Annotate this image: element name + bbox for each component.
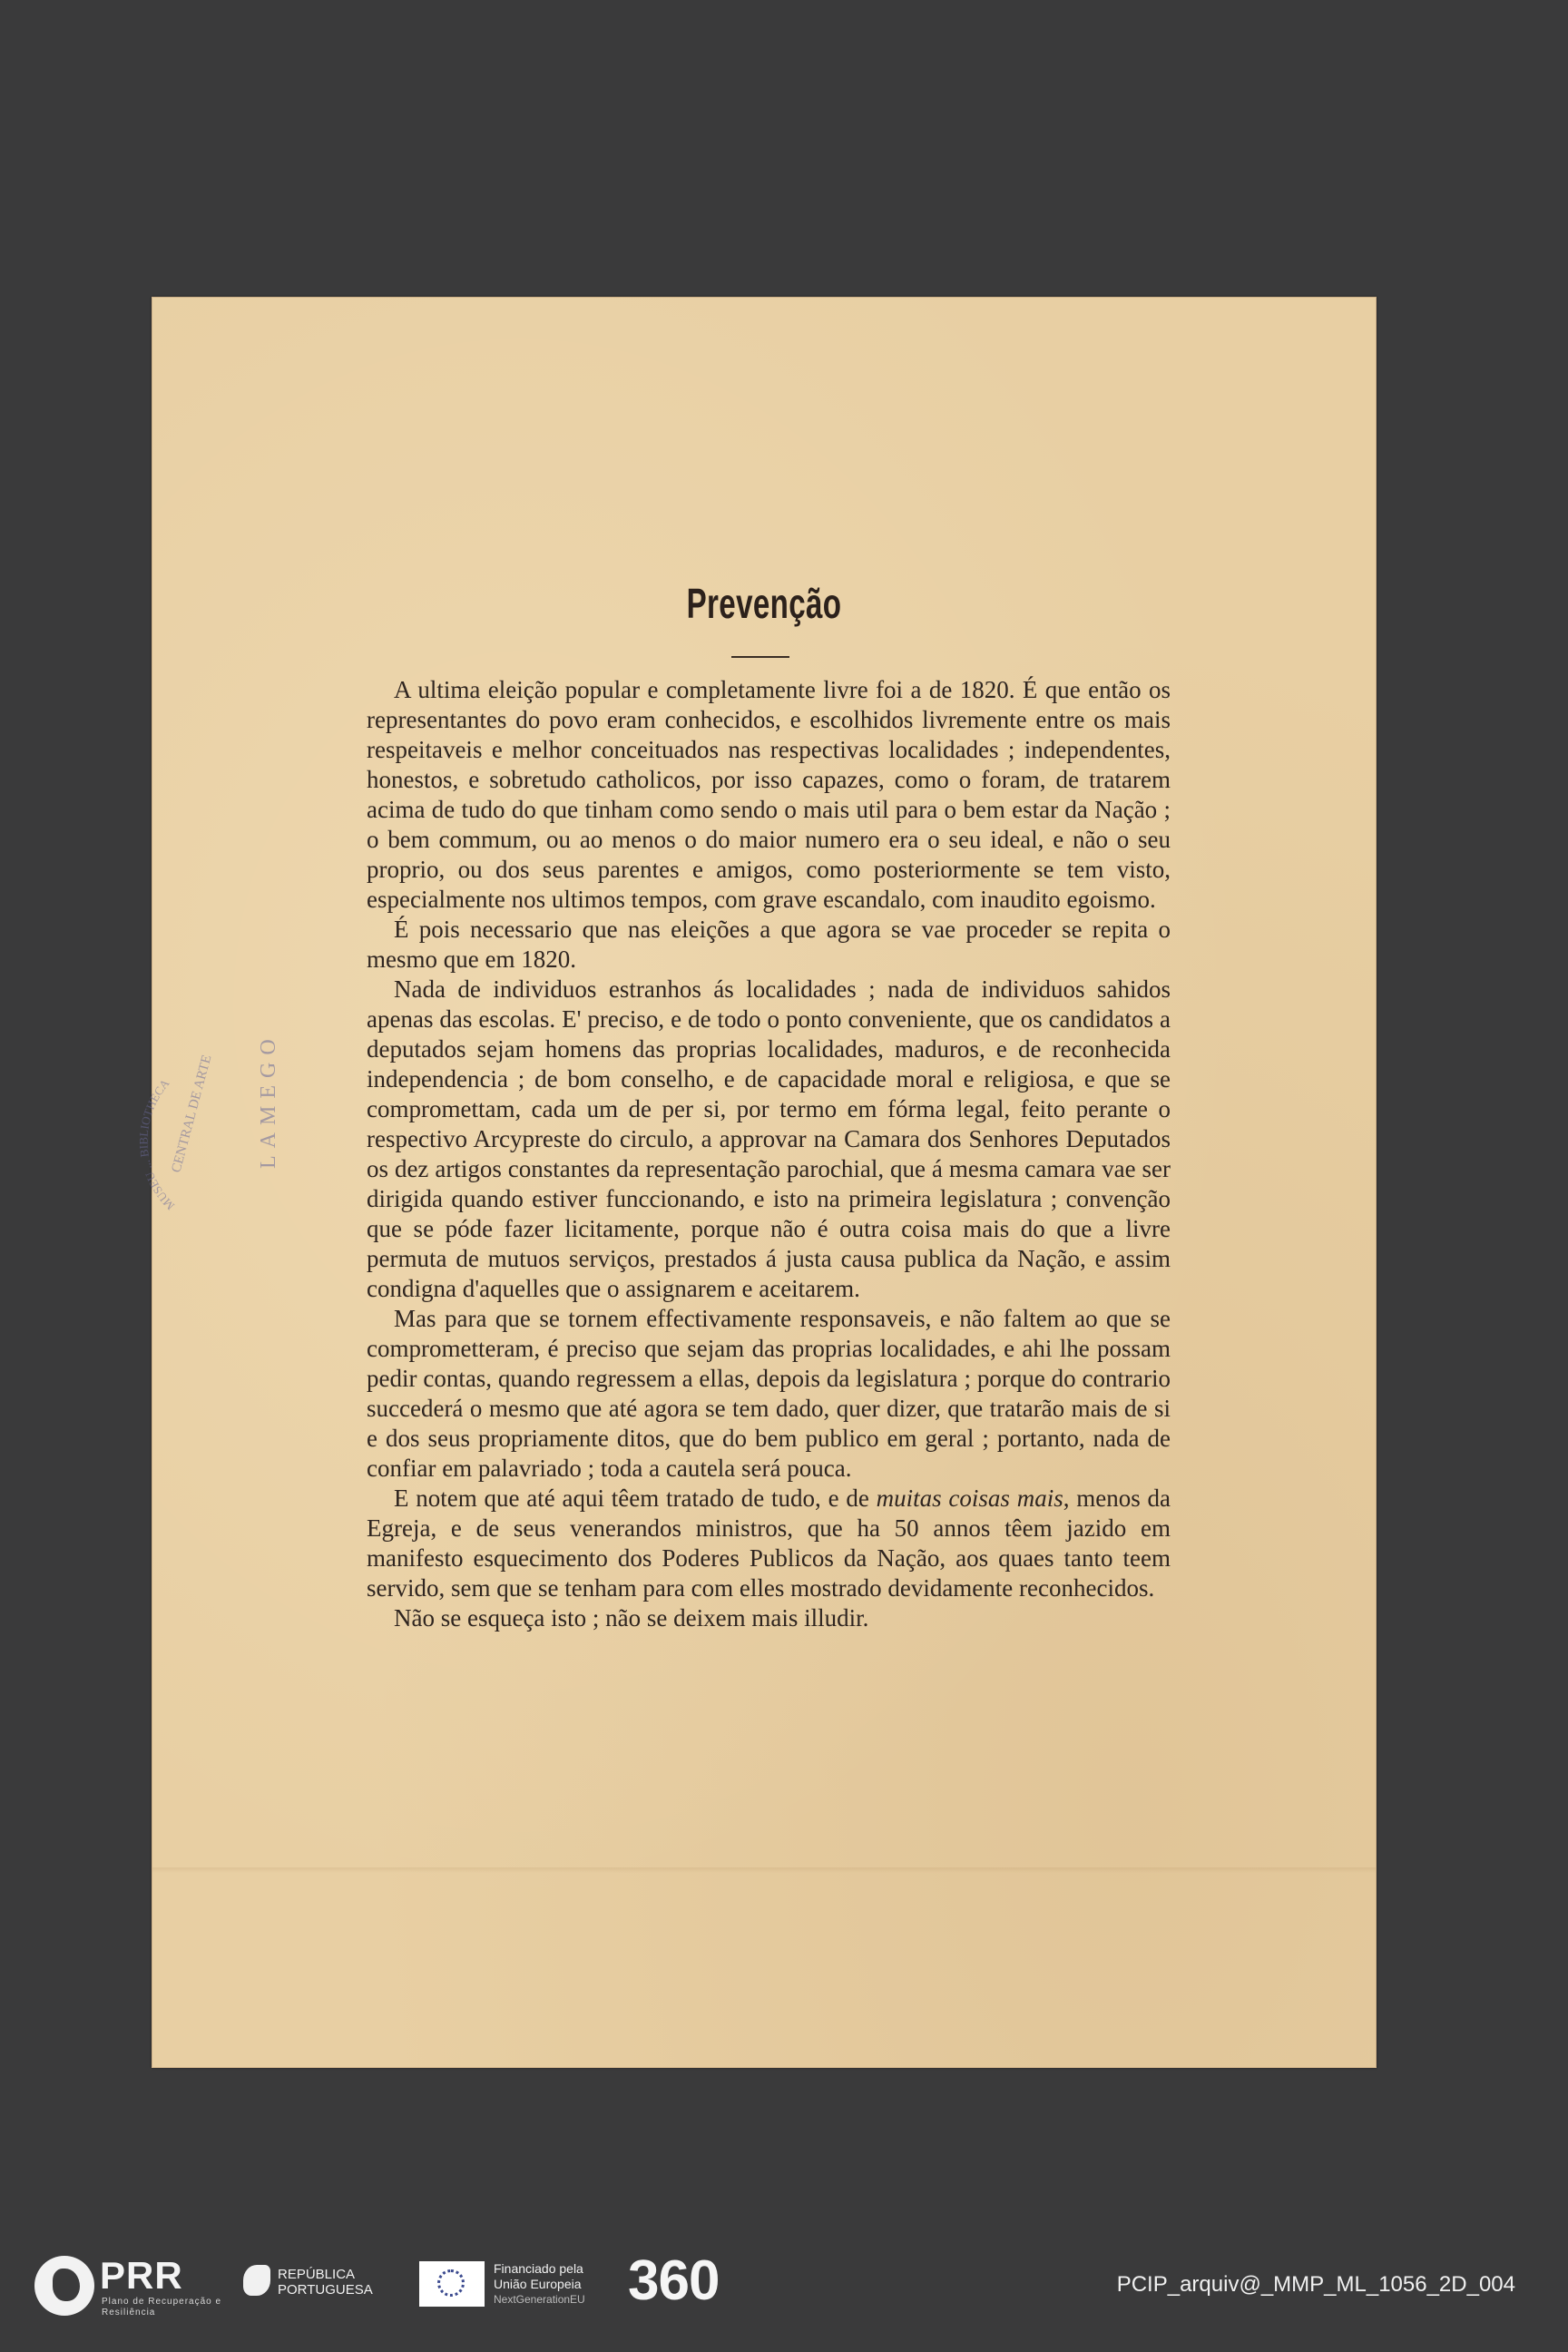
- prr-logo: [34, 2254, 243, 2318]
- paragraph-5-italic: muitas coisas mais: [876, 1485, 1063, 1512]
- paragraph-2: É pois necessario que nas eleições a que agora se vae proceder se repita o mesmo que em 1820.: [367, 916, 1171, 973]
- eu-funding-text: [494, 2261, 585, 2308]
- republica-text: [278, 2267, 373, 2298]
- paragraph-5-start: E notem que até aqui têem tratado de tudo, e de: [394, 1485, 877, 1512]
- paragraph-3: Nada de individuos estranhos ás localidades ; nada de individuos sahidos apenas das escolas. E' preciso, e de todo o ponto conveniente, que os candidatos a deputados sejam homens das proprias localidades, maduros, e de reconhecida independencia ; de bom conselho, e de capacidade moral e religiosa, e que se compromettam, cada um de per si, por termo em fórma legal, feito perante o respectivo Arcypreste do circulo, a approvar na Camara dos Senhores Deputados os dez artigos constantes da representação parochial, que á mesma camara vae ser dirigida quando estiver funccionando, e isto na primeira legislatura ; convenção que se póde fazer licitamente, porque não é outra coisa mais do que a livre permuta de mutuos serviços, prestados á justa causa publica da Nação, e assim condigna d'aquelles que o assignarem e aceitarem.: [367, 975, 1171, 1302]
- republica-line-1: REPÚBLICA: [278, 2267, 356, 2282]
- prr-subtitle: Plano de Recuperação e Resiliência: [102, 2297, 222, 2318]
- republica-emblem-icon: [243, 2265, 270, 2296]
- stamp-arc-text: MUSEU ... IOTHECA: [139, 1076, 178, 1213]
- archive-identifier: PCIP_arquiv@_MMP_ML_1056_2D_004: [1116, 2272, 1515, 2297]
- paragraph-1: A ultima eleição popular e completamente livre foi a de 1820. É que então os representantes do povo eram conhecidos, e escolhidos livremente entre os mais respeitaveis e melhor conceituados nas respectivas localidades ; independentes, honestos, e sobretudo catholicos, por isso capazes, como o foram, de tratarem acima de tudo do que tinham como sendo o mais util para o bem estar da Nação ; o bem commum, ou ao menos o do maior numero era o seu ideal, e não o seu proprio, ou dos seus parentes e amigos, como posteriormente se tem visto, especialmente nos ultimos tempos, com grave escandalo, com inaudito egoismo.: [367, 676, 1171, 913]
- republica-logo: [243, 2259, 407, 2310]
- eu-funding-logo: [419, 2256, 610, 2314]
- stamp-graphic: [139, 1024, 338, 1223]
- library-stamp: [139, 1024, 338, 1223]
- prr-logo-icon: [34, 2256, 94, 2316]
- paragraph-5: [367, 1484, 1171, 1603]
- eu-flag-icon: [419, 2261, 485, 2307]
- republica-line-2: PORTUGUESA: [278, 2282, 373, 2298]
- paragraph-4: Mas para que se tornem effectivamente responsaveis, e não faltem ao que se comprometteram, é preciso que sejam das proprias localidades, e ahi lhe possam pedir contas, quando regressem a ellas, depois da legislatura ; porque do contrario succederá o mesmo que até agora se tem dado, quer dizer, que tratarão mais de si e dos seus propriamente ditos, que do bem publico em geral ; portanto, nada de confiar em palavriado ; toda a cautela será pouca.: [367, 1305, 1171, 1482]
- brand-360: 360: [628, 2249, 720, 2312]
- prr-name: PRR: [100, 2254, 183, 2297]
- footer-bar: [0, 2241, 1568, 2332]
- document-body: [367, 675, 1171, 1633]
- closing-line: Não se esqueça isto ; não se deixem mais illudir.: [394, 1604, 869, 1632]
- stamp-line-2: LAMEGO: [257, 1032, 280, 1169]
- document-title: Prevenção: [686, 580, 842, 627]
- eu-line-3: NextGenerationEU: [494, 2293, 585, 2306]
- eu-line-2: União Europeia: [494, 2277, 582, 2291]
- eu-line-1: Financiado pela: [494, 2261, 583, 2276]
- title-divider: [731, 656, 789, 658]
- stamp-line-1: CENTRAL DE ARTE: [169, 1053, 215, 1175]
- paragraph-5-end: , menos da Egreja, e de seus venerandos ministros, que ha 50 annos têem jazido em manifesto esquecimento dos Poderes Publicos da Nação, aos quaes tanto teem servido, sem que se tenham para com elles mostrado devidamente reconhecidos.: [367, 1485, 1171, 1602]
- document-page: [139, 297, 1377, 2068]
